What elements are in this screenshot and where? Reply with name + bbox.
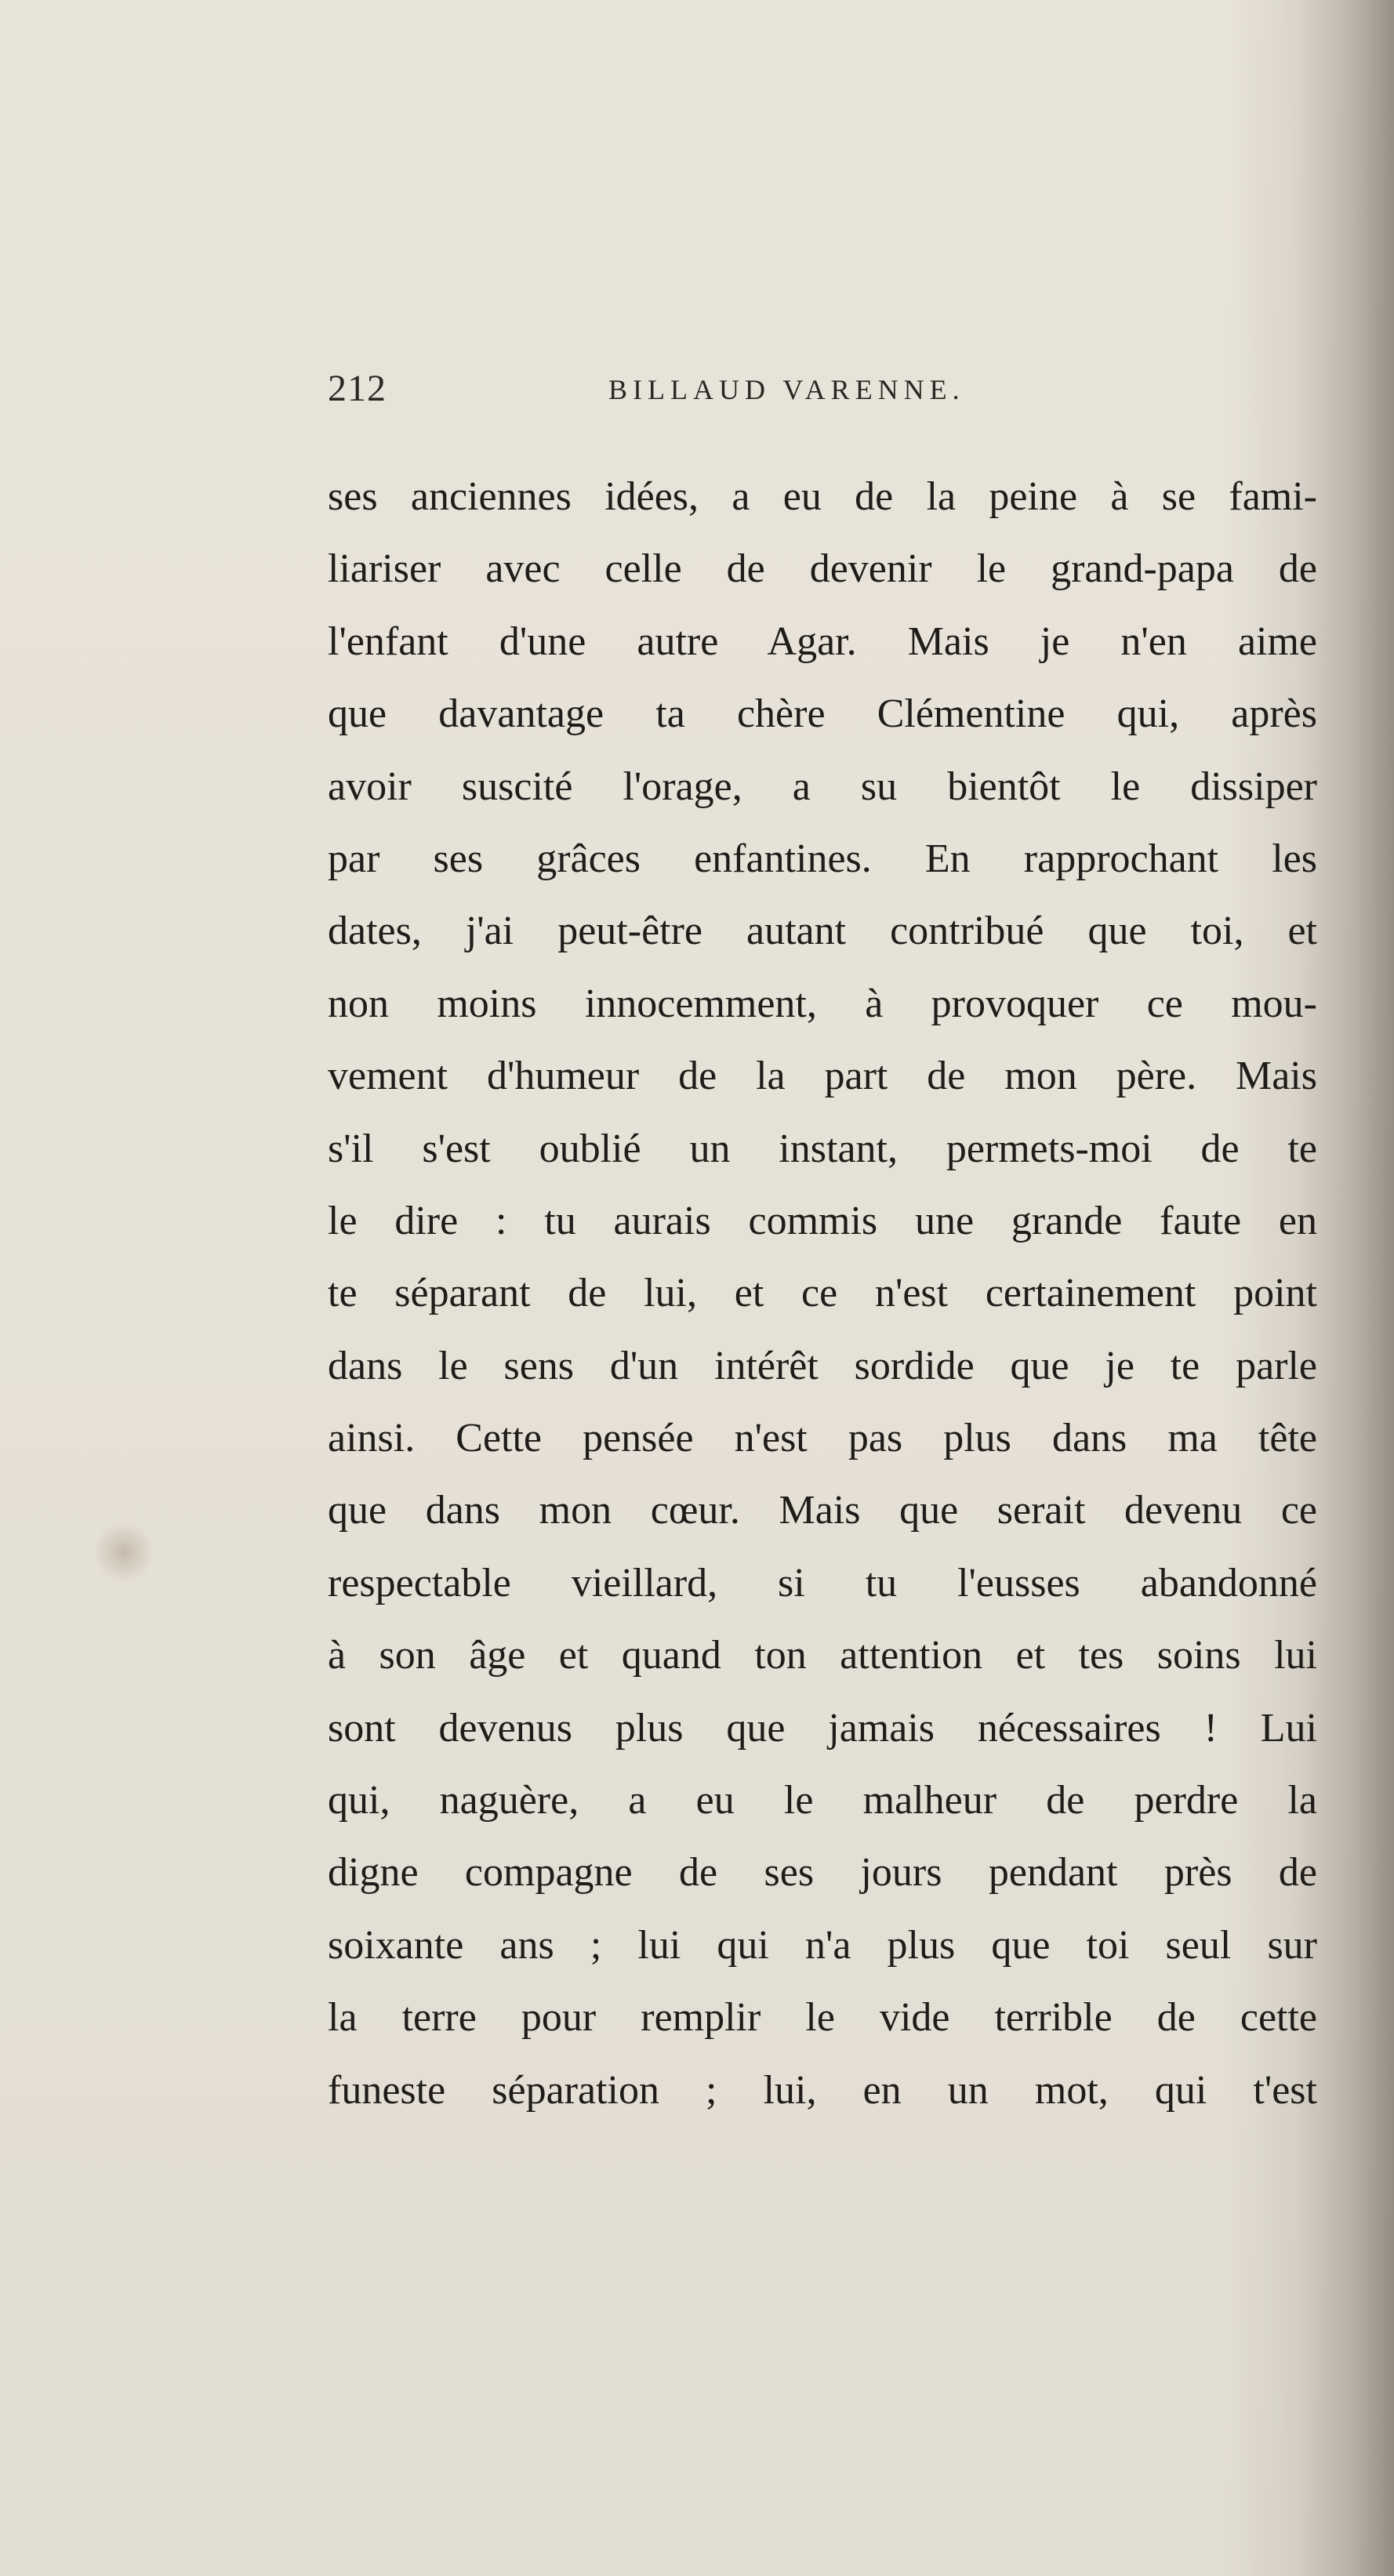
text-line: funeste séparation ; lui, en un mot, qui t'est: [328, 2067, 1317, 2113]
text-line: que dans mon cœur. Mais que serait devenu ce: [328, 1488, 1317, 1533]
text-line: vement d'humeur de la part de mon père. Mais: [328, 1054, 1317, 1099]
text-line: liariser avec celle de devenir le grand-papa de: [328, 546, 1317, 592]
text-line: que davantage ta chère Clémentine qui, après: [328, 691, 1317, 737]
foxing-stain: [93, 1521, 155, 1584]
text-line: respectable vieillard, si tu l'eusses abandonné: [328, 1560, 1317, 1605]
text-line: dans le sens d'un intérêt sordide que je te parle: [328, 1343, 1317, 1388]
page-number: 212: [328, 368, 387, 409]
text-line: ses anciennes idées, a eu de la peine à se fami-: [328, 474, 1317, 519]
running-head: [328, 367, 1331, 422]
text-line: digne compagne de ses jours pendant près de: [328, 1850, 1317, 1896]
running-head-title: BILLAUD VARENNE.: [608, 374, 965, 405]
text-line: à son âge et quand ton attention et tes soins lui: [328, 1633, 1317, 1678]
text-line: la terre pour remplir le vide terrible de cette: [328, 1995, 1317, 2041]
text-line: qui, naguère, a eu le malheur de perdre la: [328, 1778, 1317, 1823]
text-line: ainsi. Cette pensée n'est pas plus dans ma tête: [328, 1416, 1317, 1461]
text-line: avoir suscité l'orage, a su bientôt le dissiper: [328, 764, 1317, 809]
text-line: soixante ans ; lui qui n'a plus que toi seul sur: [328, 1922, 1317, 1968]
text-line: dates, j'ai peut-être autant contribué que toi, et: [328, 909, 1317, 954]
body-text: [328, 461, 1317, 2127]
text-line: non moins innocemment, à provoquer ce mou-: [328, 981, 1317, 1026]
text-line: le dire : tu aurais commis une grande faute en: [328, 1198, 1317, 1243]
text-line: sont devenus plus que jamais nécessaires ! Lui: [328, 1705, 1317, 1751]
text-line: l'enfant d'une autre Agar. Mais je n'en aime: [328, 619, 1317, 664]
text-line: s'il s'est oublié un instant, permets-moi de te: [328, 1126, 1317, 1171]
text-line: te séparant de lui, et ce n'est certainement point: [328, 1271, 1317, 1316]
text-line: par ses grâces enfantines. En rapprochant les: [328, 836, 1317, 881]
